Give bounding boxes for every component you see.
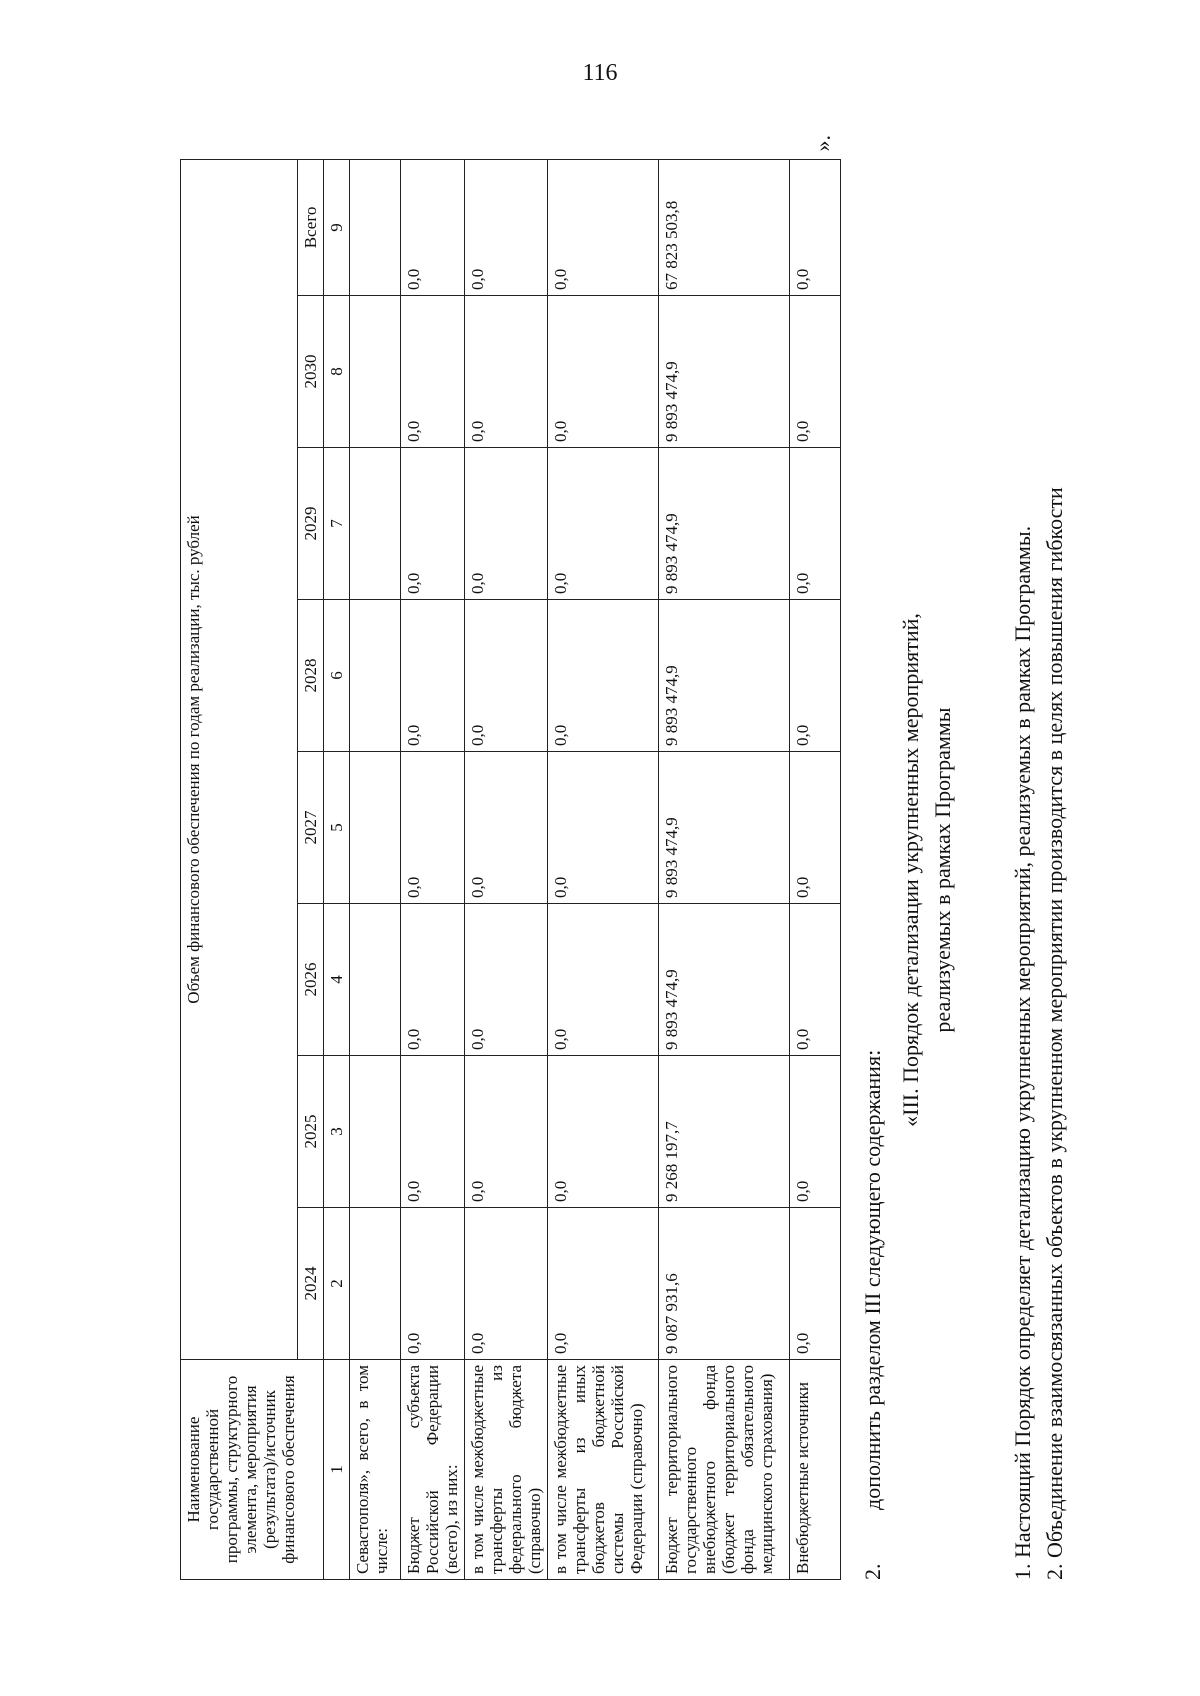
column-number: 7 [324, 448, 350, 600]
cell-value: 9 893 474,9 [659, 600, 790, 752]
cell-value: 0,0 [401, 448, 465, 600]
year-header: 2029 [298, 448, 324, 600]
cell-value: 0,0 [790, 904, 841, 1056]
cell-value: 0,0 [465, 904, 548, 1056]
column-number: 2 [324, 1208, 350, 1360]
cell-value: 0,0 [465, 296, 548, 448]
table-row [548, 159, 659, 1579]
year-header: 2028 [298, 600, 324, 752]
year-header: 2024 [298, 1208, 324, 1360]
cell-value: 9 268 197,7 [659, 1056, 790, 1208]
list-item-text: дополнить разделом III следующего содержания: [860, 1049, 885, 1510]
cell-value [350, 296, 401, 448]
table-row [465, 159, 548, 1579]
cell-value: 0,0 [790, 600, 841, 752]
row-name: в том числе межбюджетные трансферты из иных бюджетов бюджетной системы Российской Федерации (справочно) [548, 1360, 659, 1580]
cell-value: 0,0 [465, 600, 548, 752]
cell-value: 0,0 [401, 1208, 465, 1360]
column-number-row [324, 159, 350, 1579]
column-number: 1 [324, 1360, 350, 1580]
cell-value: 0,0 [790, 1056, 841, 1208]
column-number: 8 [324, 296, 350, 448]
cell-value: 9 893 474,9 [659, 448, 790, 600]
year-header: 2027 [298, 752, 324, 904]
year-header: 2026 [298, 904, 324, 1056]
column-number: 6 [324, 600, 350, 752]
column-header-name: Наименование государственной программы, структурного элемента, мероприятия (результата)/источник финансового обеспечения [181, 1360, 324, 1580]
cell-value: 0,0 [465, 752, 548, 904]
cell-value [350, 1056, 401, 1208]
cell-value: 0,0 [465, 159, 548, 295]
cell-value: 0,0 [401, 296, 465, 448]
year-header: 2030 [298, 296, 324, 448]
paragraph-2: 2. Объединение взаимосвязанных объектов в укрупненном мероприятии производится в целях повышения гибкости [1042, 487, 1067, 1580]
table-row [350, 159, 401, 1579]
cell-value: 0,0 [465, 448, 548, 600]
cell-value: 9 893 474,9 [659, 296, 790, 448]
cell-value: 0,0 [548, 600, 659, 752]
column-header-group: Объем финансового обеспечения по годам реализации, тыс. рублей [181, 159, 298, 1359]
row-name: Бюджет территориального государственного внебюджетного фонда (бюджет территориального фонда обязательного медицинского страхования) [659, 1360, 790, 1580]
paragraph-1: 1. Настоящий Порядок определяет детализацию укрупненных мероприятий, реализуемых в рамках Программы. [1010, 525, 1035, 1580]
cell-value: 0,0 [401, 752, 465, 904]
cell-value: 9 893 474,9 [659, 904, 790, 1056]
table-row [659, 159, 790, 1579]
cell-value: 0,0 [465, 1208, 548, 1360]
cell-value: 0,0 [548, 904, 659, 1056]
cell-value: 0,0 [401, 159, 465, 295]
cell-value [350, 904, 401, 1056]
table-header-row [181, 159, 298, 1579]
cell-value [350, 1208, 401, 1360]
column-number: 5 [324, 752, 350, 904]
list-item-number: 2. [860, 1563, 885, 1580]
financing-table [180, 159, 841, 1580]
cell-value: 0,0 [548, 1056, 659, 1208]
cell-value: 0,0 [548, 296, 659, 448]
section-subtitle: реализуемых в рамках Программы [930, 707, 955, 1033]
cell-value: 0,0 [465, 1056, 548, 1208]
cell-value: 0,0 [790, 296, 841, 448]
cell-value: 0,0 [790, 1208, 841, 1360]
closing-quote: ». [810, 135, 835, 152]
year-header: Всего [298, 159, 324, 295]
cell-value [350, 159, 401, 295]
cell-value: 9 087 931,6 [659, 1208, 790, 1360]
list-item-2 [860, 160, 886, 1580]
cell-value: 0,0 [401, 904, 465, 1056]
table-row [790, 159, 841, 1579]
cell-value: 0,0 [790, 448, 841, 600]
column-number: 4 [324, 904, 350, 1056]
year-header: 2025 [298, 1056, 324, 1208]
section-title: «III. Порядок детализации укрупненных мероприятий, [898, 613, 923, 1127]
page-number: 116 [582, 60, 618, 86]
cell-value: 0,0 [548, 448, 659, 600]
column-number: 3 [324, 1056, 350, 1208]
cell-value: 0,0 [548, 1208, 659, 1360]
cell-value: 0,0 [548, 159, 659, 295]
cell-value [350, 600, 401, 752]
cell-value: 0,0 [790, 752, 841, 904]
cell-value: 9 893 474,9 [659, 752, 790, 904]
row-name: в том числе межбюджетные трансферты из федерального бюджета (справочно) [465, 1360, 548, 1580]
row-name: Бюджет субъекта Российской Федерации (всего), из них: [401, 1360, 465, 1580]
row-name: Внебюджетные источники [790, 1360, 841, 1580]
column-number: 9 [324, 159, 350, 295]
table-row [401, 159, 465, 1579]
cell-value [350, 752, 401, 904]
cell-value: 67 823 503,8 [659, 159, 790, 295]
cell-value: 0,0 [548, 752, 659, 904]
row-name: Севастополя», всего, в том числе: [350, 1360, 401, 1580]
cell-value: 0,0 [401, 600, 465, 752]
cell-value: 0,0 [401, 1056, 465, 1208]
rotated-page-content [170, 130, 1090, 1580]
cell-value: 0,0 [790, 159, 841, 295]
cell-value [350, 448, 401, 600]
